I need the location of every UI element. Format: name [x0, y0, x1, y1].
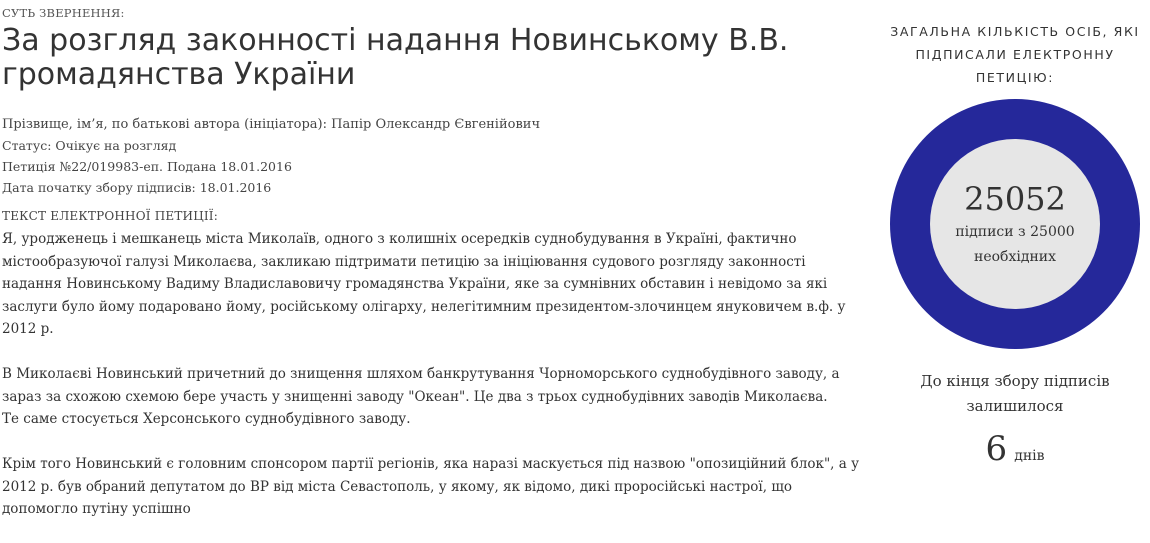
petition-main	[2, 6, 862, 543]
subject-label: СУТЬ ЗВЕРНЕННЯ:	[2, 6, 125, 20]
signature-ring-center	[930, 139, 1100, 309]
author-line: Прізвище, ім’я, по батькові автора (ініціатора): Папір Олександр Євгенійович	[2, 117, 541, 132]
petition-paragraph: В Миколаєві Новинський причетний до знищення шляхом банкрутування Чорноморського суднобудівного заводу, а зараз за схожою схемою бере участь у знищенні заводу "Океан". Це два з трьох суднобудівних заводів Миколаєва. Те саме стосується Херсонського суднобудівного заводу.	[2, 366, 840, 427]
days-unit: днів	[1014, 448, 1045, 464]
days-number: 6	[985, 429, 1008, 469]
days-remaining	[885, 429, 1145, 469]
signature-count: 25052	[964, 180, 1066, 218]
petition-text	[2, 228, 862, 521]
petition-text-label: ТЕКСТ ЕЛЕКТРОННОЇ ПЕТИЦІЇ:	[2, 209, 218, 223]
remaining-label: До кінця збору підписів залишилося	[920, 372, 1110, 415]
status-line: Статус: Очікує на розгляд	[2, 138, 177, 153]
signature-count-label: ЗАГАЛЬНА КІЛЬКІСТЬ ОСІБ, ЯКІ ПІДПИСАЛИ ЕЛЕКТРОННУ ПЕТИЦІЮ:	[890, 24, 1140, 85]
petition-title: За розгляд законності надання Новинському В.В. громадянства України	[2, 23, 789, 92]
start-date-line: Дата початку збору підписів: 18.01.2016	[2, 180, 272, 195]
petition-number-line: Петиція №22/019983-еп. Подана 18.01.2016	[2, 159, 292, 174]
signature-count-subtitle: підписи з 25000 необхідних	[955, 224, 1075, 265]
signature-sidebar	[885, 20, 1145, 469]
signature-ring	[890, 99, 1140, 349]
petition-paragraph: Я, уродженець і мешканець міста Миколаїв, одного з колишніх осередків суднобудування в Україні, фактично містообразуючої галузі Миколаєва, закликаю підтримати петицію за ініціювання судового розгляду законності надання Новинському Вадиму Владиславовичу громадянства України, яке за сумнівних обставин і невідомо за які заслуги було йому подаровано йому, російському олігарху, нелегітимним президентом-злочинцем януковичем в.ф. у 2012 р.	[2, 231, 846, 337]
petition-paragraph: Крім того Новинський є головним спонсором партії регіонів, яка наразі маскується під назвою "опозиційний блок", а у 2012 р. був обраний депутатом до ВР від міста Севастополь, у якому, як відомо, дикі проросійські настрої, що допомогло путіну успішно	[2, 456, 860, 517]
